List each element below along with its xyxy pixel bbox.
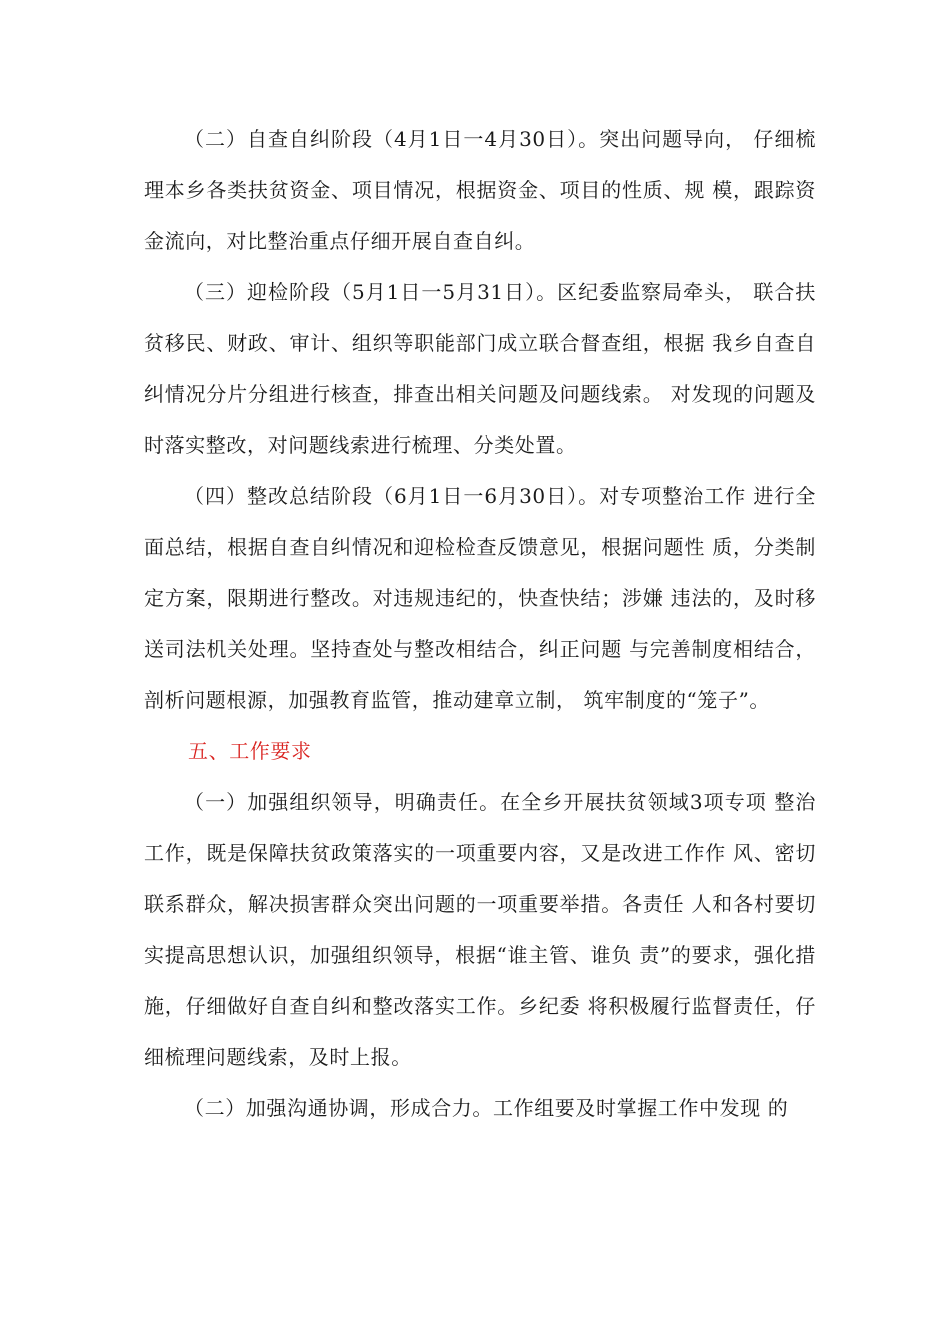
- document-body: [144, 114, 816, 1134]
- paragraph-self-check-stage: （二）自查自纠阶段（4月1日一4月30日）。突出问题导向， 仔细梳理本乡各类扶贫资金、项目情况，根据资金、项目的性质、规 模，跟踪资金流向，对比整治重点仔细开展自查自纠。: [144, 127, 816, 253]
- paragraph-rectification-stage: （四）整改总结阶段（6月1日一6月30日）。对专项整治工作 进行全面总结，根据自查自纠情况和迎检检查反馈意见，根据问题性 质，分类制定方案，限期进行整改。对违规违纪的，快查快结；涉嫌 违法的，及时移送司法机关处理。坚持查处与整改相结合，纠正问题 与完善制度相结合，剖析问题根源，加强教育监管，推动建章立制， 筑牢制度的“笼子”。: [144, 484, 816, 712]
- paragraph-communication-coordination: （二）加强沟通协调，形成合力。工作组要及时掌握工作中发现 的: [184, 1096, 789, 1120]
- paragraph-inspection-stage: （三）迎检阶段（5月1日一5月31日）。区纪委监察局牵头， 联合扶贫移民、财政、审计、组织等职能部门成立联合督查组，根据 我乡自查自纠情况分片分组进行核查，排查出相关问题及问题线索。 对发现的问题及时落实整改，对问题线索进行梳理、分类处置。: [144, 280, 816, 457]
- paragraph-organization-leadership: （一）加强组织领导，明确责任。在全乡开展扶贫领域3项专项 整治工作，既是保障扶贫政策落实的一项重要内容，又是改进工作作 风、密切联系群众，解决损害群众突出问题的一项重要举措。各责任 人和各村要切实提高思想认识，加强组织领导，根据“谁主管、谁负 责”的要求，强化措施，仔细做好自查自纠和整改落实工作。乡纪委 将积极履行监督责任，仔细梳理问题线索，及时上报。: [144, 790, 816, 1069]
- section-heading-work-requirements: 五、工作要求: [188, 739, 312, 763]
